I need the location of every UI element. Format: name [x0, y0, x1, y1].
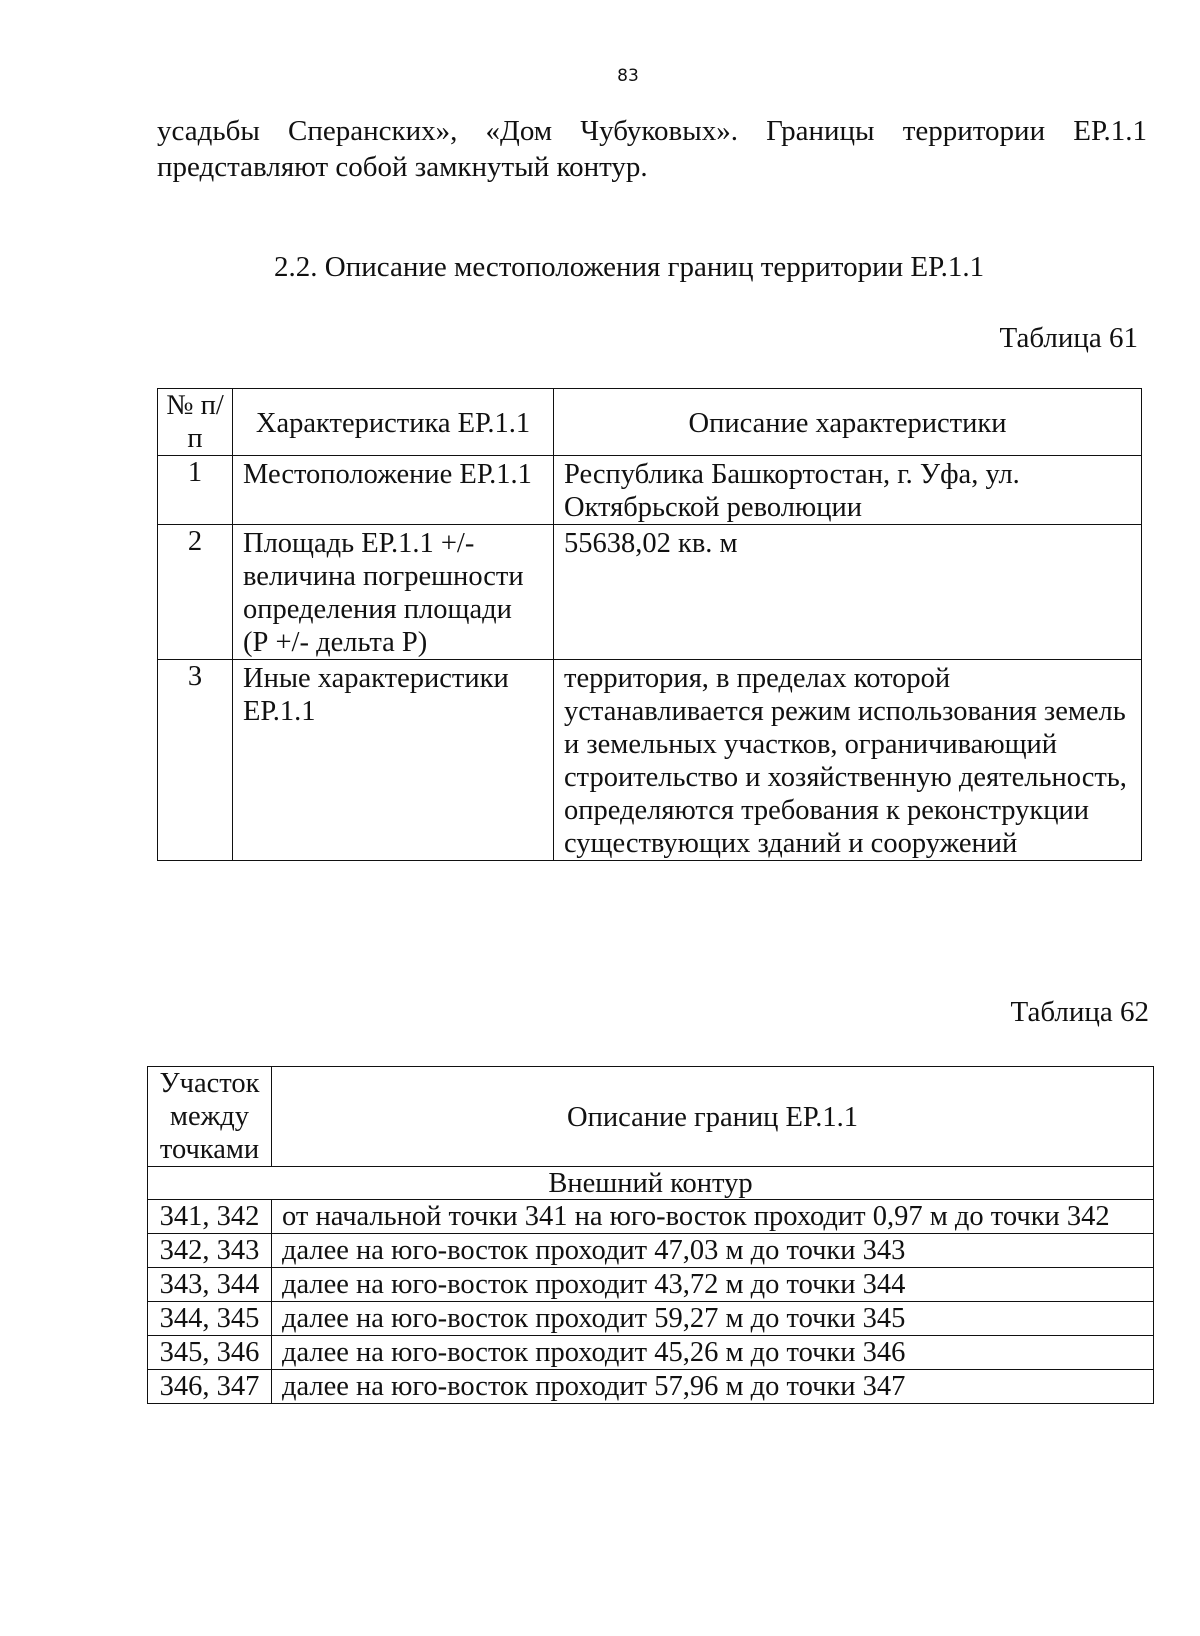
- row-number: 2: [158, 525, 233, 660]
- row-boundary-description: далее на юго-восток проходит 57,96 м до точки 347: [272, 1370, 1154, 1404]
- row-segment: 341, 342: [148, 1200, 272, 1234]
- row-boundary-description: далее на юго-восток проходит 47,03 м до точки 343: [272, 1234, 1154, 1268]
- table-row: [158, 660, 1142, 861]
- section-label-outer-contour: Внешний контур: [148, 1167, 1154, 1200]
- table-header-row: [158, 389, 1142, 456]
- table-header-row: [148, 1067, 1154, 1167]
- row-number: 3: [158, 660, 233, 861]
- table-row: [148, 1302, 1154, 1336]
- row-segment: 345, 346: [148, 1336, 272, 1370]
- table-row: [148, 1336, 1154, 1370]
- row-description: 55638,02 кв. м: [554, 525, 1142, 660]
- column-header-segment: Участок между точками: [148, 1067, 272, 1167]
- table-row: [148, 1268, 1154, 1302]
- table-62-caption: Таблица 62: [1010, 996, 1149, 1028]
- intro-paragraph: [157, 113, 1147, 185]
- table-row: [148, 1200, 1154, 1234]
- row-description: Республика Башкортостан, г. Уфа, ул. Октябрьской революции: [554, 456, 1142, 525]
- table-row: [158, 525, 1142, 660]
- table-row: [148, 1370, 1154, 1404]
- paragraph-line-1: усадьбы Сперанских», «Дом Чубуковых». Границы территории ЕР.1.1: [157, 115, 1147, 147]
- paragraph-line-2: представляют собой замкнутый контур.: [157, 151, 648, 183]
- table-row: [158, 456, 1142, 525]
- table-row: [148, 1234, 1154, 1268]
- column-header-characteristic: Характеристика ЕР.1.1: [233, 389, 554, 456]
- row-segment: 343, 344: [148, 1268, 272, 1302]
- row-number: 1: [158, 456, 233, 525]
- row-segment: 344, 345: [148, 1302, 272, 1336]
- table-61: [157, 388, 1142, 861]
- table-61-caption: Таблица 61: [999, 322, 1138, 354]
- section-heading: 2.2. Описание местоположения границ территории ЕР.1.1: [274, 251, 985, 283]
- row-boundary-description: далее на юго-восток проходит 43,72 м до точки 344: [272, 1268, 1154, 1302]
- row-description: территория, в пределах которой устанавливается режим использования земель и земельных участков, ограничивающий строительство и хозяйственную деятельность, определяются требования к реконструкции существующих зданий и сооружений: [554, 660, 1142, 861]
- row-boundary-description: от начальной точки 341 на юго-восток проходит 0,97 м до точки 342: [272, 1200, 1154, 1234]
- row-segment: 342, 343: [148, 1234, 272, 1268]
- column-header-description: Описание характеристики: [554, 389, 1142, 456]
- row-characteristic: Местоположение ЕР.1.1: [233, 456, 554, 525]
- row-characteristic: Площадь ЕР.1.1 +/- величина погрешности определения площади (Р +/- дельта Р): [233, 525, 554, 660]
- table-62: [147, 1066, 1154, 1404]
- table-section-row: [148, 1167, 1154, 1200]
- page-number: 83: [617, 66, 639, 86]
- column-header-number: № п/п: [158, 389, 233, 456]
- row-characteristic: Иные характеристики ЕР.1.1: [233, 660, 554, 861]
- column-header-boundary-description: Описание границ ЕР.1.1: [272, 1067, 1154, 1167]
- row-segment: 346, 347: [148, 1370, 272, 1404]
- row-boundary-description: далее на юго-восток проходит 59,27 м до точки 345: [272, 1302, 1154, 1336]
- row-boundary-description: далее на юго-восток проходит 45,26 м до точки 346: [272, 1336, 1154, 1370]
